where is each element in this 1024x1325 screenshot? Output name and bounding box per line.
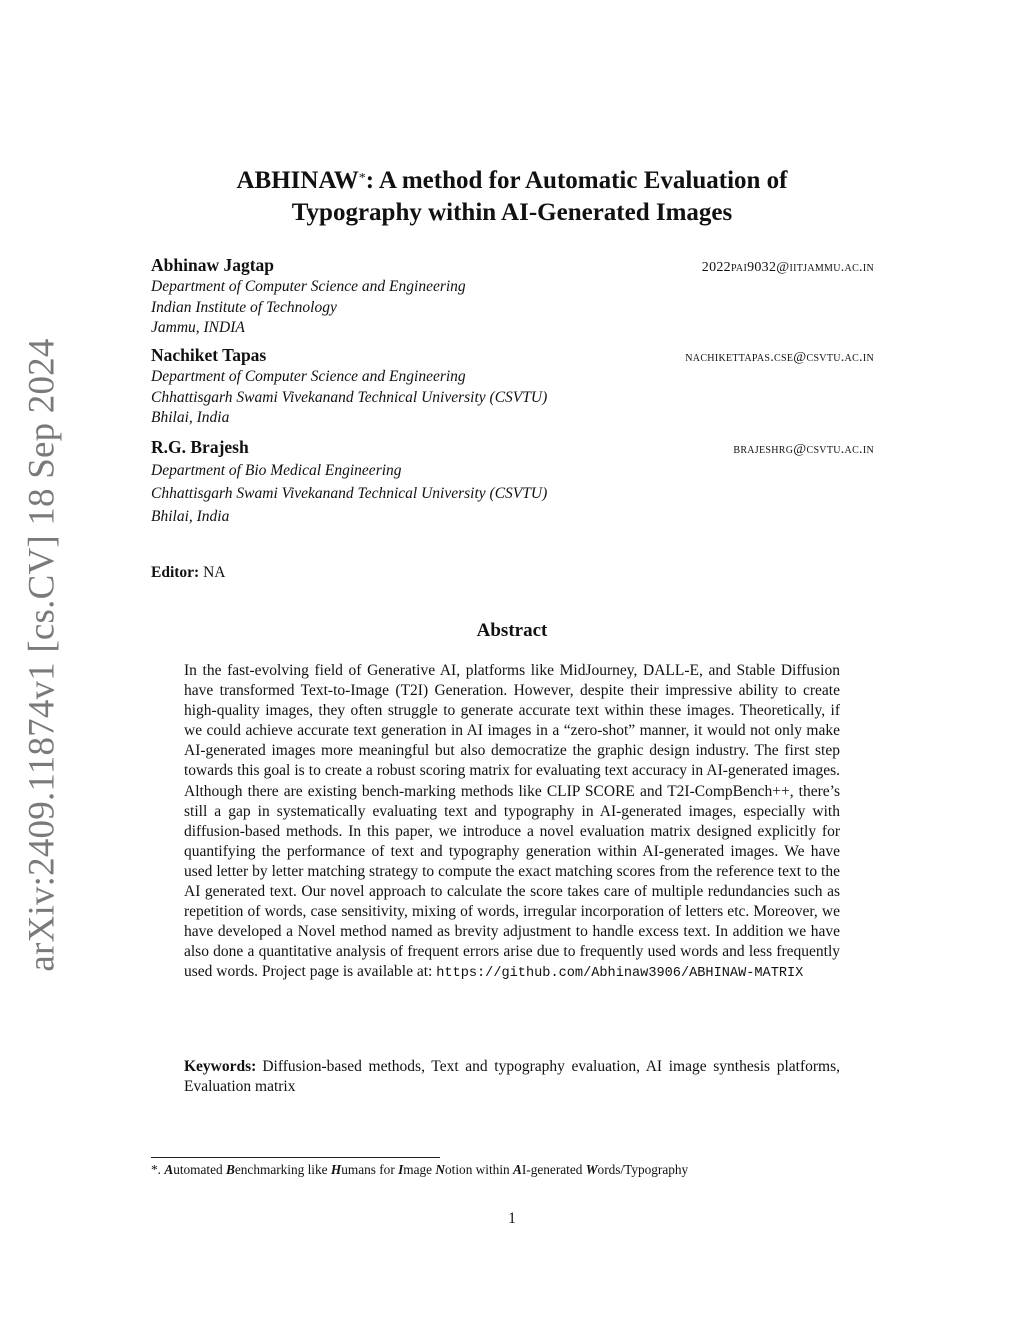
paper-title xyxy=(150,165,874,229)
project-url-link[interactable]: https://github.com/Abhinaw3906/ABHINAW-MATRIX xyxy=(436,966,804,982)
author-name: Abhinaw Jagtap xyxy=(151,255,275,275)
footnote-word-rest: utomated xyxy=(173,1162,226,1177)
title-footnote-mark: * xyxy=(358,171,366,186)
page-number: 1 xyxy=(508,1210,516,1227)
author-block-1 xyxy=(151,255,874,339)
author-institution: Chhattisgarh Swami Vivekanand Technical University (CSVTU) xyxy=(151,485,548,502)
author-name: R.G. Brajesh xyxy=(151,437,249,457)
footnote-initial: I xyxy=(398,1162,404,1177)
footnote-word-rest: I-generated xyxy=(521,1162,586,1177)
author-location: Bhilai, India xyxy=(151,508,230,525)
author-institution: Chhattisgarh Swami Vivekanand Technical University (CSVTU) xyxy=(151,388,548,406)
keywords-value: Diffusion-based methods, Text and typography evaluation, AI image synthesis platforms, Evaluation matrix xyxy=(184,1058,840,1096)
keywords-section xyxy=(184,1057,840,1097)
title-line1-rest: : A method for Automatic Evaluation of xyxy=(365,167,788,194)
footnote-word-rest: umans for xyxy=(341,1162,399,1177)
abstract-heading: Abstract xyxy=(476,620,548,641)
author-institution: Indian Institute of Technology xyxy=(151,298,337,316)
author-department: Department of Bio Medical Engineering xyxy=(151,462,402,479)
footnote-initial: H xyxy=(330,1162,342,1177)
arxiv-identifier-stamp: arXiv:2409.11874v1 [cs.CV] 18 Sep 2024 xyxy=(21,338,63,972)
author-department: Department of Computer Science and Engineering xyxy=(151,278,466,295)
footnote-word-rest: ords/Typography xyxy=(597,1162,689,1177)
title-line2: Typography within AI-Generated Images xyxy=(291,199,733,226)
author-location: Jammu, INDIA xyxy=(151,319,245,336)
editor-line xyxy=(151,564,225,582)
footnote-word-rest: enchmarking like xyxy=(234,1162,331,1177)
footnote-marker: *. xyxy=(151,1162,161,1177)
editor-label: Editor: xyxy=(151,564,200,581)
abstract-body xyxy=(184,661,840,985)
author-name: Nachiket Tapas xyxy=(151,345,267,365)
author-email[interactable]: 2022pai9032@iitjammu.ac.in xyxy=(701,260,874,275)
footnote-initial: A xyxy=(512,1162,522,1177)
title-acronym: ABHINAW xyxy=(236,167,359,194)
keywords-label: Keywords: xyxy=(184,1058,257,1075)
author-block-2 xyxy=(151,345,874,429)
footnote-word-rest: mage xyxy=(403,1162,436,1177)
footnote xyxy=(151,1162,891,1178)
author-location: Bhilai, India xyxy=(151,409,230,426)
footnote-word-rest: otion within xyxy=(445,1162,513,1177)
abstract-text: In the fast-evolving field of Generative AI, platforms like MidJourney, DALL-E, and Stable Diffusion have transformed Text-to-Image (T2I) Generation. However, despite their impressive ability to create high-quality images, they often struggle to generate accurate text within these images. Theoretically, if we could achieve accurate text generation in AI images in a “zero-shot” manner, it would not only make AI-generated images more meaningful but also democratize the graphic design industry. The first step towards this goal is to create a robust scoring matrix for evaluating text accuracy in AI-generated images. Although there are existing bench-marking methods like CLIP SCORE and T2I-CompBench++, there’s still a gap in systematically evaluating text and typography in AI-generated images, especially with diffusion-based methods. In this paper, we introduce a novel evaluation matrix designed explicitly for quantifying the performance of text and typography generation within AI-generated images. We have used letter by letter matching strategy to compute the exact matching scores from the reference text to the AI generated text. Our novel approach to calculate the score takes care of multiple redundancies such as repetition of words, case sensitivity, mixing of words, irregular incorporation of letters etc. Moreover, we have developed a Novel method named as brevity adjustment to handle excess text. In addition we have also done a quantitative analysis of frequent errors arise due to frequently used words and less frequently used words. Project page is available at: xyxy=(184,662,840,981)
footnote-initial: W xyxy=(585,1162,598,1177)
editor-value: NA xyxy=(203,564,226,581)
author-department: Department of Computer Science and Engineering xyxy=(151,368,466,385)
footnote-initial: A xyxy=(164,1162,174,1177)
author-email[interactable]: brajeshrg@csvtu.ac.in xyxy=(733,442,874,457)
footnote-initial: B xyxy=(226,1162,235,1177)
author-email[interactable]: nachikettapas.cse@csvtu.ac.in xyxy=(685,350,874,365)
footnote-divider xyxy=(151,1157,440,1158)
author-block-3 xyxy=(151,437,874,528)
footnote-initial: N xyxy=(435,1162,446,1177)
